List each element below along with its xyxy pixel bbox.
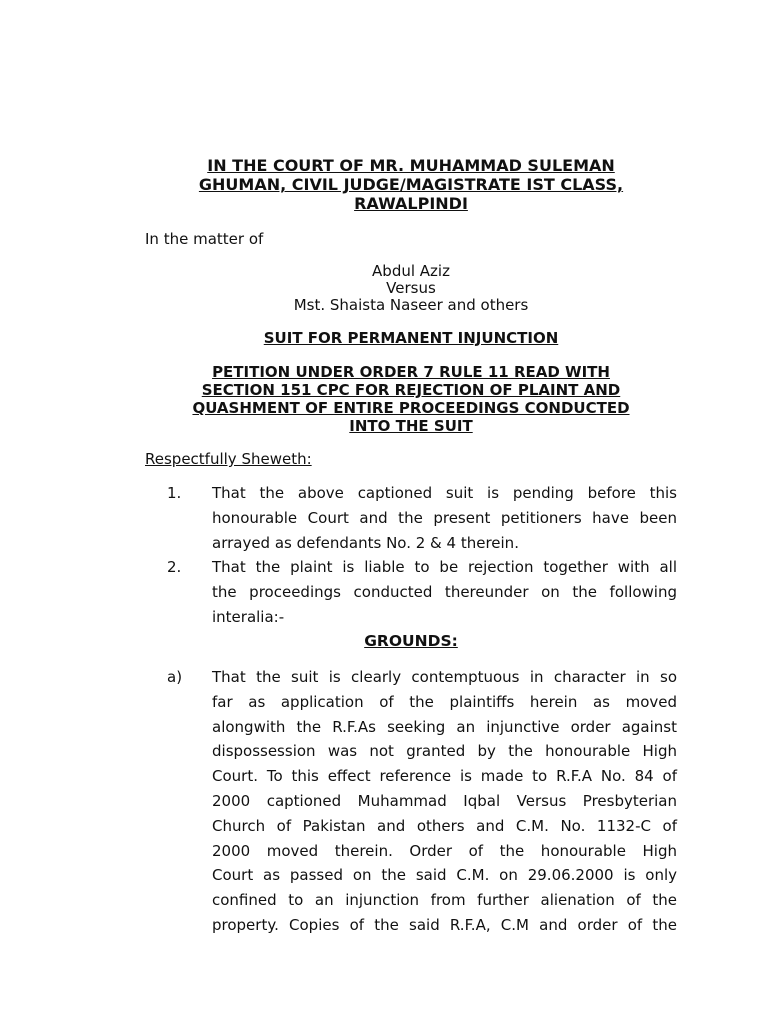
ground-line: far as application of the plaintiffs herein as moved: [212, 692, 677, 711]
petition-title-line: INTO THE SUIT: [349, 417, 473, 435]
ground-letter: a): [167, 668, 183, 686]
ground-line: confined to an injunction from further alienation of the: [212, 891, 677, 910]
ground-line: dispossession was not granted by the honourable High: [212, 742, 677, 761]
court-heading-line: GHUMAN, CIVIL JUDGE/MAGISTRATE IST CLASS,: [198, 175, 624, 194]
paragraph-line: That the plaint is liable to be rejection together with all: [212, 558, 677, 576]
sheweth-label: Respectfully Sheweth:: [145, 450, 312, 468]
court-heading-line: RAWALPINDI: [354, 194, 468, 213]
paragraph-line: honourable Court and the present petitioners have been: [212, 508, 677, 527]
ground-line: That the suit is clearly contemptuous in character in so: [212, 668, 677, 686]
court-heading: [145, 156, 677, 213]
ground-line: property. Copies of the said R.F.A, C.M and order of the: [212, 915, 677, 934]
petition-title: [145, 363, 677, 435]
paragraph-number: 2.: [167, 558, 182, 576]
petition-title-line: SECTION 151 CPC FOR REJECTION OF PLAINT AND: [201, 381, 621, 399]
paragraph-line: the proceedings conducted thereunder on the following: [212, 582, 677, 601]
petition-title-line: QUASHMENT OF ENTIRE PROCEEDINGS CONDUCTED: [192, 399, 630, 417]
paragraph-text: [212, 555, 677, 629]
ground-text: [212, 665, 677, 938]
grounds-heading: GROUNDS:: [364, 632, 458, 650]
versus-label: Versus: [386, 279, 436, 297]
petition-title-line: PETITION UNDER ORDER 7 RULE 11 READ WITH: [212, 363, 610, 381]
plaintiff-name: Abdul Aziz: [372, 262, 450, 280]
ground-line: Church of Pakistan and others and C.M. No. 1132-C of: [212, 816, 677, 835]
case-parties: [145, 263, 677, 314]
suit-title: SUIT FOR PERMANENT INJUNCTION: [263, 329, 559, 347]
ground-line: alongwith the R.F.As seeking an injunctive order against: [212, 717, 677, 736]
paragraph-text: [212, 481, 677, 555]
matter-of-label: In the matter of: [145, 230, 264, 248]
court-heading-line: IN THE COURT OF MR. MUHAMMAD SULEMAN: [207, 156, 615, 175]
ground-line: 2000 captioned Muhammad Iqbal Versus Presbyterian: [212, 791, 677, 810]
paragraph-line: That the above captioned suit is pending before this: [212, 484, 677, 502]
paragraph-line: arrayed as defendants No. 2 & 4 therein.: [212, 533, 519, 552]
ground-line: Court as passed on the said C.M. on 29.06.2000 is only: [212, 866, 677, 885]
defendant-name: Mst. Shaista Naseer and others: [293, 296, 529, 314]
paragraph-number: 1.: [167, 484, 182, 502]
paragraph-line: interalia:-: [212, 607, 285, 626]
ground-line: Court. To this effect reference is made to R.F.A No. 84 of: [212, 767, 677, 786]
ground-line: 2000 moved therein. Order of the honourable High: [212, 841, 677, 860]
